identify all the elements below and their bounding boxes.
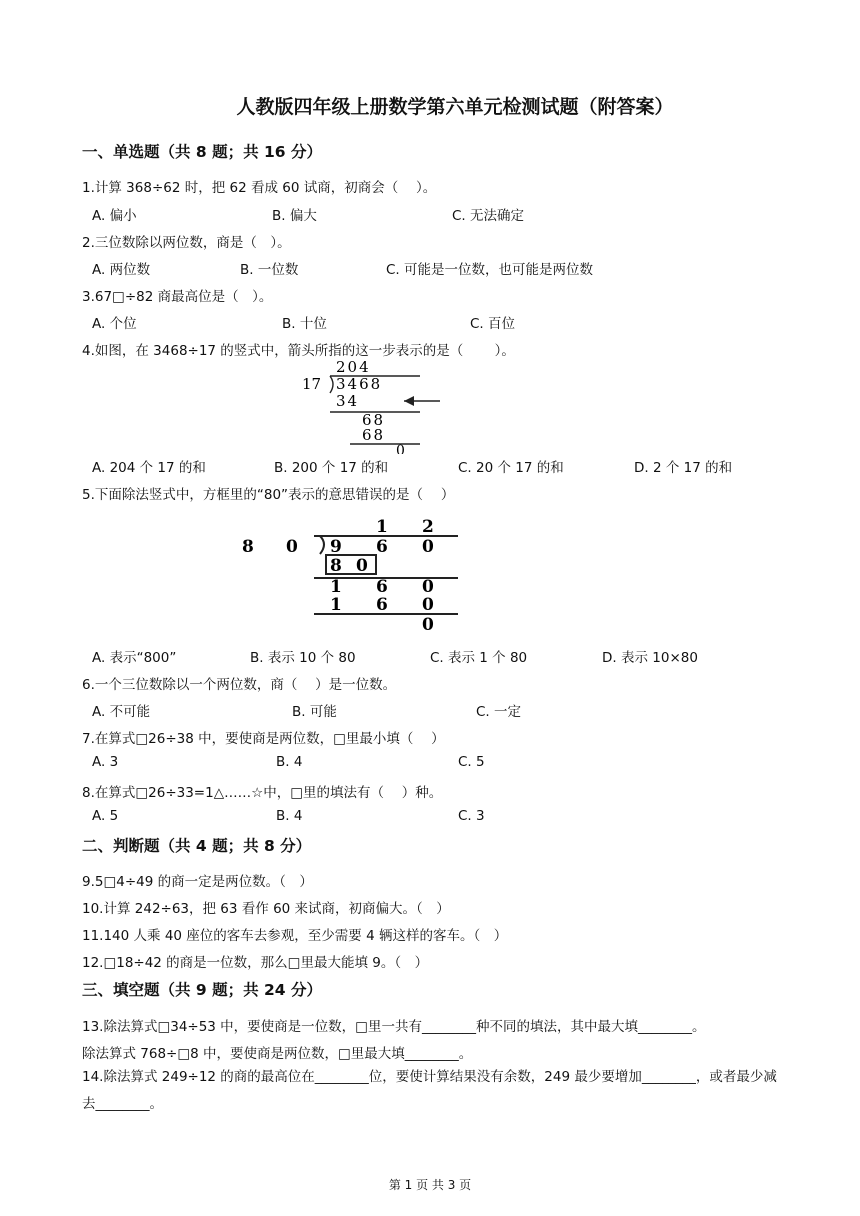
section-heading-single-choice: 一、单选题（共 8 题；共 16 分） [82, 143, 322, 161]
q4-quotient: 204 [336, 358, 371, 376]
q5-mid-0: 0 [422, 577, 434, 597]
option-c[interactable]: C. 表示 1 个 80 [430, 650, 528, 666]
option-c[interactable]: C. 20 个 17 的和 [458, 460, 564, 476]
long-division-figure-q4 [296, 358, 446, 454]
option-c[interactable]: C. 5 [458, 754, 485, 770]
q5-boxed-8: 8 [330, 556, 342, 576]
question-4: 4.如图，在 3468÷17 的竖式中，箭头所指的这一步表示的是（ ）。 [82, 343, 515, 359]
q4-step-68: 68 [362, 411, 386, 429]
option-b[interactable]: B. 表示 10 个 80 [250, 650, 356, 666]
q4-divisor: 17 [302, 375, 322, 393]
option-c[interactable]: C. 可能是一位数，也可能是两位数 [386, 262, 594, 278]
question-13-line-1: 13.除法算式□34÷53 中，要使商是一位数，□里一共有________种不同的填法，其中最大填________。 [82, 1019, 706, 1035]
option-c[interactable]: C. 一定 [476, 704, 522, 720]
section-heading-true-false: 二、判断题（共 4 题；共 8 分） [82, 837, 312, 855]
q5-boxed-0: 0 [356, 556, 368, 576]
question-2: 2.三位数除以两位数，商是（ ）。 [82, 235, 291, 251]
option-b[interactable]: B. 200 个 17 的和 [274, 460, 389, 476]
q5-mid2-1: 1 [330, 595, 342, 615]
q4-remainder: 0 [396, 443, 405, 454]
option-a[interactable]: A. 不可能 [92, 704, 151, 720]
option-b[interactable]: B. 十位 [282, 316, 327, 332]
q5-mid2-6: 6 [376, 595, 388, 615]
long-division-figure-q5 [226, 510, 476, 638]
q5-dividend-6: 6 [376, 537, 388, 557]
option-d[interactable]: D. 表示 10×80 [602, 650, 698, 666]
question-13-line-2: 除法算式 768÷□8 中，要使商是两位数，□里最大填________。 [82, 1046, 473, 1062]
page-title: 人教版四年级上册数学第六单元检测试题（附答案） [236, 96, 674, 118]
option-b[interactable]: B. 可能 [292, 704, 337, 720]
option-a[interactable]: A. 3 [92, 754, 119, 770]
q5-mid2-0: 0 [422, 595, 434, 615]
question-1: 1.计算 368÷62 时，把 62 看成 60 试商，初商会（ ）。 [82, 180, 437, 196]
q5-quotient-2: 2 [422, 517, 434, 537]
question-8: 8.在算式□26÷33=1△……☆中，□里的填法有（ ）种。 [82, 785, 443, 801]
option-d[interactable]: D. 2 个 17 的和 [634, 460, 733, 476]
option-a[interactable]: A. 个位 [92, 316, 137, 332]
option-b[interactable]: B. 偏大 [272, 208, 317, 224]
q5-quotient-1: 1 [376, 517, 388, 537]
question-14: 14.除法算式 249÷12 的商的最高位在________位，要使计算结果没有余数，249 最少要增加________，或者最少减去________。 [82, 1069, 777, 1112]
q5-divisor-8: 8 [242, 537, 254, 557]
page-footer: 第 1 页 共 3 页 [388, 1178, 472, 1192]
question-6: 6.一个三位数除以一个两位数，商（ ）是一位数。 [82, 677, 397, 693]
question-5: 5.下面除法竖式中，方框里的“80”表示的意思错误的是（ ） [82, 487, 455, 503]
question-11: 11.140 人乘 40 座位的客车去参观，至少需要 4 辆这样的客车。（ ） [82, 928, 508, 944]
arrow-icon [404, 396, 414, 406]
option-b[interactable]: B. 4 [276, 808, 303, 824]
option-b[interactable]: B. 一位数 [240, 262, 299, 278]
section-heading-fill-in: 三、填空题（共 9 题；共 24 分） [82, 981, 322, 999]
option-a[interactable]: A. 偏小 [92, 208, 137, 224]
option-a[interactable]: A. 204 个 17 的和 [92, 460, 206, 476]
option-a[interactable]: A. 表示“800” [92, 650, 177, 666]
q5-dividend-9: 9 [330, 537, 342, 557]
option-a[interactable]: A. 两位数 [92, 262, 151, 278]
question-7: 7.在算式□26÷38 中，要使商是两位数，□里最小填（ ） [82, 731, 445, 747]
q4-dividend: 3468 [336, 375, 383, 393]
option-b[interactable]: B. 4 [276, 754, 303, 770]
q4-step-68-b: 68 [362, 426, 386, 444]
option-c[interactable]: C. 无法确定 [452, 208, 525, 224]
question-9: 9.5□4÷49 的商一定是两位数。（ ） [82, 874, 313, 890]
question-12: 12.□18÷42 的商是一位数，那么□里最大能填 9。（ ） [82, 955, 429, 971]
question-10: 10.计算 242÷63，把 63 看作 60 来试商，初商偏大。（ ） [82, 901, 450, 917]
question-3: 3.67□÷82 商最高位是（ ）。 [82, 289, 273, 305]
q5-mid-6: 6 [376, 577, 388, 597]
q4-step-34: 34 [336, 392, 360, 410]
option-c[interactable]: C. 3 [458, 808, 485, 824]
option-a[interactable]: A. 5 [92, 808, 119, 824]
option-c[interactable]: C. 百位 [470, 316, 516, 332]
q5-dividend-0: 0 [422, 537, 434, 557]
q5-mid-1: 1 [330, 577, 342, 597]
q5-divisor-0: 0 [286, 537, 298, 557]
q5-remainder: 0 [422, 615, 434, 635]
